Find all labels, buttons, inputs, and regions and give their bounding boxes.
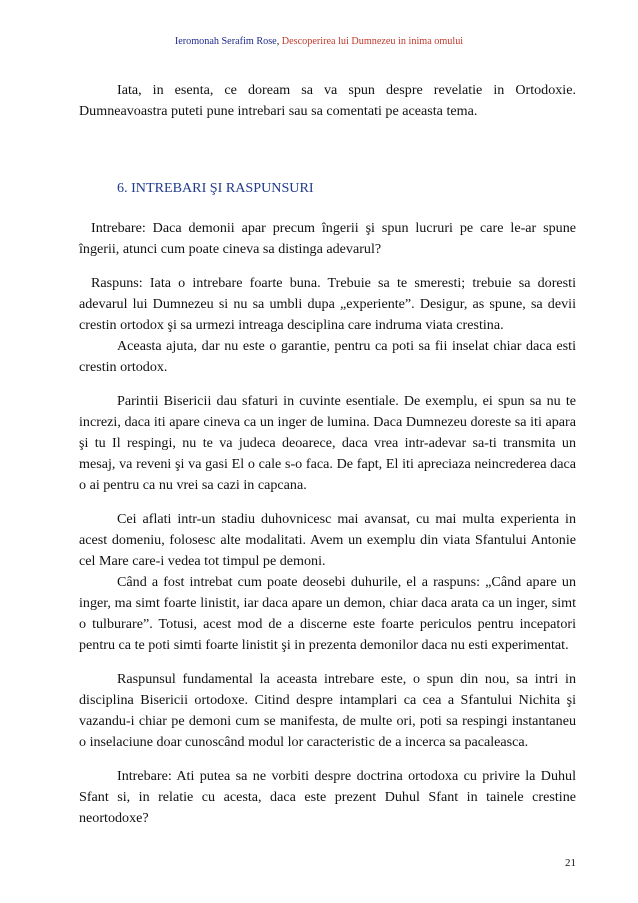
question-demons-angels: Intrebare: Daca demonii apar precum îngerii şi spun lucruri pe care le-ar spune îngerii, atunci cum poate cineva sa distinga adevarul? <box>79 220 576 257</box>
paragraph-revelation-summary: Iata, in esenta, ce doream sa va spun despre revelatie in Ortodoxie. Dumneavoastra puteti pune intrebari sau sa comentati pe aceasta tema. <box>79 82 576 119</box>
header-title: Descoperirea lui Dumnezeu in inima omului <box>281 36 464 47</box>
header-separator: , <box>276 36 282 47</box>
section-heading: 6. INTREBARI ŞI RASPUNSURI <box>117 180 314 196</box>
paragraph-discerning-spirits: Când a fost intrebat cum poate deosebi duhurile, el a raspuns: „Când apare un inger, ma simt foarte linistit, iar daca apare un demon, chiar daca arata ca un inger, simt o tulburare”. Totusi, acest mod de a discerne este foarte periculos pentru incepatori pentru ca te poti simti foarte linistit şi in prezenta demonilor daca nu esti experimentat. <box>79 574 576 653</box>
answer-humility: Raspuns: Iata o intrebare foarte buna. Trebuie sa te smeresti; trebuie sa doresti adevarul lui Dumnezeu si nu sa umbli dupa „experiente”. Desigur, as spune, sa devii crestin ortodox şi sa urmezi intreaga desciplina care indruma viata crestina. <box>79 275 576 333</box>
body-text <box>79 80 576 829</box>
header-author: Ieromonah Serafim Rose <box>174 36 277 47</box>
paragraph-no-guarantee: Aceasta ajuta, dar nu este o garantie, pentru ca poti sa fii inselat chiar daca esti crestin ortodox. <box>79 338 576 375</box>
page-number: 21 <box>565 857 576 869</box>
running-header <box>0 36 638 47</box>
paragraph-fundamental-answer: Raspunsul fundamental la aceasta intrebare este, o spun din nou, sa intri in disciplina Bisericii ortodoxe. Citind despre intamplari ca cea a Sfantului Nichita şi vazandu-i chiar pe demoni cum se manifesta, de multe ori, poti sa respingi instantaneu o inselaciune doar cunoscând modul lor caracteristic de a incerca sa pacaleasca. <box>79 671 576 750</box>
paragraph-church-fathers-advice: Parintii Bisericii dau sfaturi in cuvinte esentiale. De exemplu, ei spun sa nu te increzi, daca iti apare cineva ca un inger de lumina. Daca Dumnezeu doreste sa iti apara şi tu Il respingi, nu te va judeca deoarece, daca vrea intr-adevar sa-ti transmita un mesaj, va reveni şi va gasi El o cale s-o faca. De fapt, El iti apreciaza neincrederea daca o ai pentru ca nu vrei sa cazi in capcana. <box>79 393 576 493</box>
paragraph-saint-anthony: Cei aflati intr-un stadiu duhovnicesc mai avansat, cu mai multa experienta in acest domeniu, folosesc alte modalitati. Avem un exemplu din viata Sfantului Antonie cel Mare care-i vedea tot timpul pe demoni. <box>79 511 576 569</box>
question-holy-spirit: Intrebare: Ati putea sa ne vorbiti despre doctrina ortodoxa cu privire la Duhul Sfant si, in relatie cu acesta, daca este prezent Duhul Sfant in tainele crestine neortodoxe? <box>79 768 576 826</box>
